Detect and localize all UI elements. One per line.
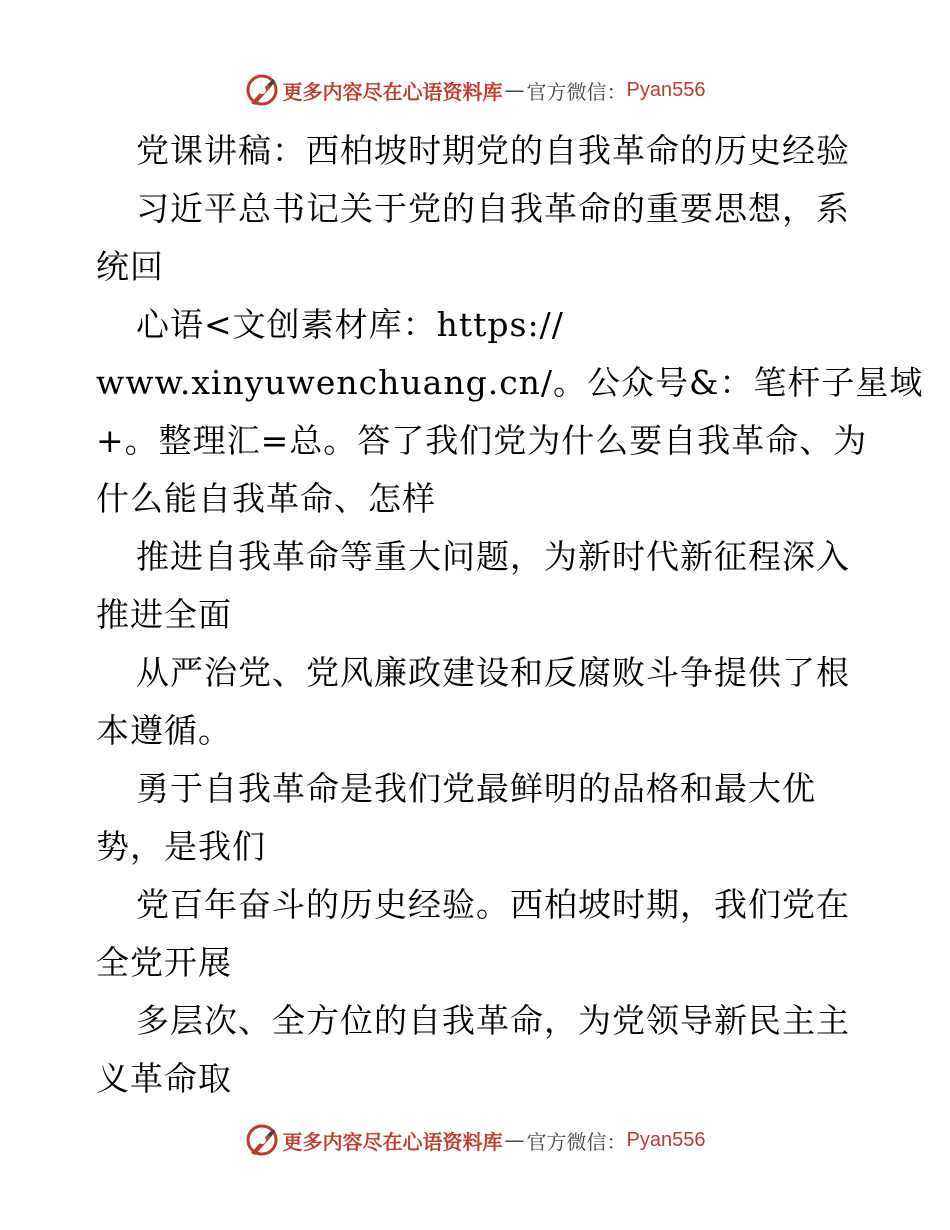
document-body — [96, 122, 924, 1108]
doc-line: 势，是我们 — [96, 827, 266, 866]
header-wechat-account: Pyan556 — [626, 78, 706, 101]
doc-line: 勇于自我革命是我们党最鲜明的品格和最大优 — [136, 769, 816, 808]
doc-line: 本遵循。 — [96, 711, 232, 750]
doc-line: 推进全面 — [96, 595, 232, 634]
doc-line: 推进自我革命等重大问题，为新时代新征程深入 — [136, 537, 850, 576]
doc-line: 习近平总书记关于党的自我革命的重要思想，系 — [136, 189, 850, 228]
footer-brand-text: 更多内容尽在心语资料库 — [282, 1129, 503, 1154]
doc-title-line: 党课讲稿：西柏坡时期党的自我革命的历史经验 — [136, 131, 850, 170]
footer-banner — [0, 1120, 950, 1160]
footer-separator: — — [504, 1128, 525, 1152]
footer-wechat-account: Pyan556 — [626, 1128, 706, 1151]
pen-logo-icon — [245, 73, 279, 107]
doc-line: 从严治党、党风廉政建设和反腐败斗争提供了根 — [136, 653, 850, 692]
header-banner — [0, 70, 950, 110]
doc-line: www.xinyuwenchuang.cn/。公众号&：笔杆子星域 — [96, 363, 924, 402]
doc-line: 统回 — [96, 247, 164, 286]
header-brand-text: 更多内容尽在心语资料库 — [282, 79, 503, 104]
doc-line: 党百年奋斗的历史经验。西柏坡时期，我们党在 — [136, 885, 850, 924]
header-wechat-label: 官方微信： — [526, 79, 627, 104]
doc-line: +。整理汇=总。答了我们党为什么要自我革命、为 — [96, 421, 868, 460]
doc-line: 义革命取 — [96, 1059, 232, 1098]
doc-line: 全党开展 — [96, 943, 232, 982]
doc-line: 心语<文创素材库：https:// — [136, 305, 564, 344]
doc-line: 什么能自我革命、怎样 — [96, 479, 436, 518]
doc-line: 多层次、全方位的自我革命，为党领导新民主主 — [136, 1001, 850, 1040]
footer-wechat-label: 官方微信： — [526, 1129, 627, 1154]
header-separator: — — [504, 78, 525, 102]
pen-logo-icon — [245, 1123, 279, 1157]
